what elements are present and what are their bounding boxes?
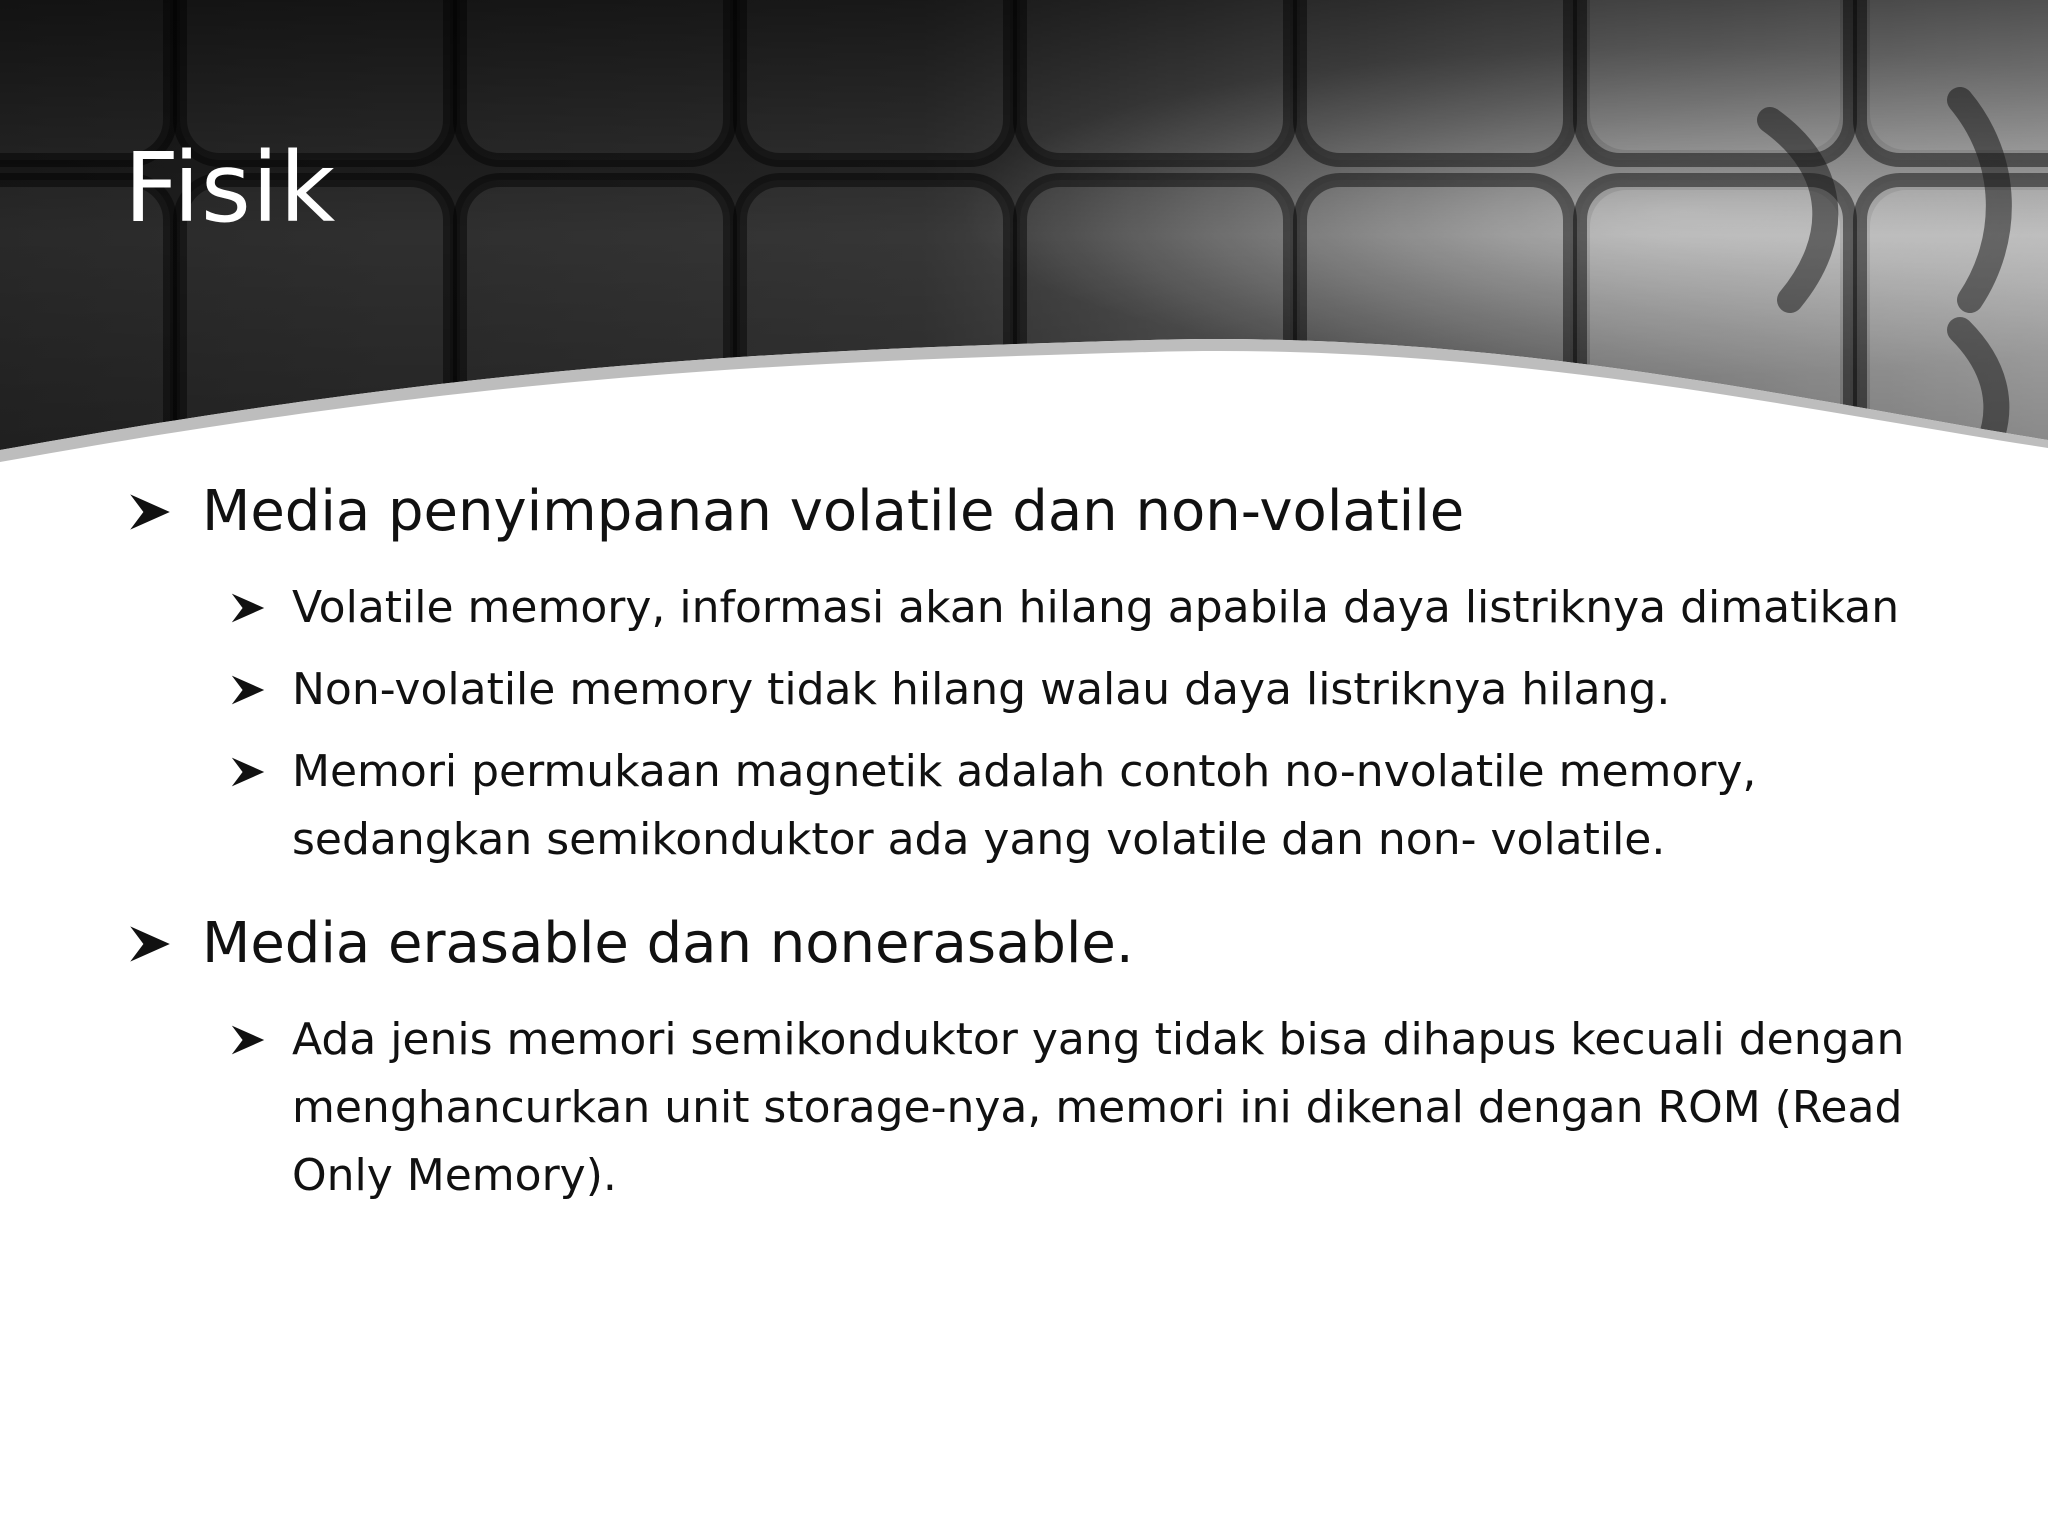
bullet-item-level2	[230, 1006, 1948, 1210]
bullet-text: Media penyimpanan volatile dan non-volatile	[202, 479, 1465, 544]
bullet-text: Media erasable dan nonerasable.	[202, 911, 1134, 976]
arrowhead-bullet-icon	[230, 754, 266, 790]
bullet-list	[128, 478, 1948, 1224]
arrowhead-bullet-icon	[230, 672, 266, 708]
bullet-item-level1	[128, 910, 1948, 978]
arrowhead-bullet-icon	[128, 490, 172, 534]
bullet-item-level1	[128, 478, 1948, 546]
slide-title: Fisik	[124, 132, 337, 244]
bullet-text: Non-volatile memory tidak hilang walau daya listriknya hilang.	[292, 664, 1671, 715]
bullet-text: Memori permukaan magnetik adalah contoh no-nvolatile memory, sedangkan semikonduktor ada yang volatile dan non- volatile.	[292, 746, 1757, 865]
bullet-item-level2	[230, 656, 1948, 724]
bullet-item-level2	[230, 738, 1948, 874]
bullet-text: Ada jenis memori semikonduktor yang tidak bisa dihapus kecuali dengan menghancurkan unit storage-nya, memori ini dikenal dengan ROM (Read Only Memory).	[292, 1014, 1905, 1201]
arrowhead-bullet-icon	[230, 590, 266, 626]
arrowhead-bullet-icon	[230, 1022, 266, 1058]
bullet-text: Volatile memory, informasi akan hilang apabila daya listriknya dimatikan	[292, 582, 1900, 633]
arrowhead-bullet-icon	[128, 922, 172, 966]
bullet-item-level2	[230, 574, 1948, 642]
